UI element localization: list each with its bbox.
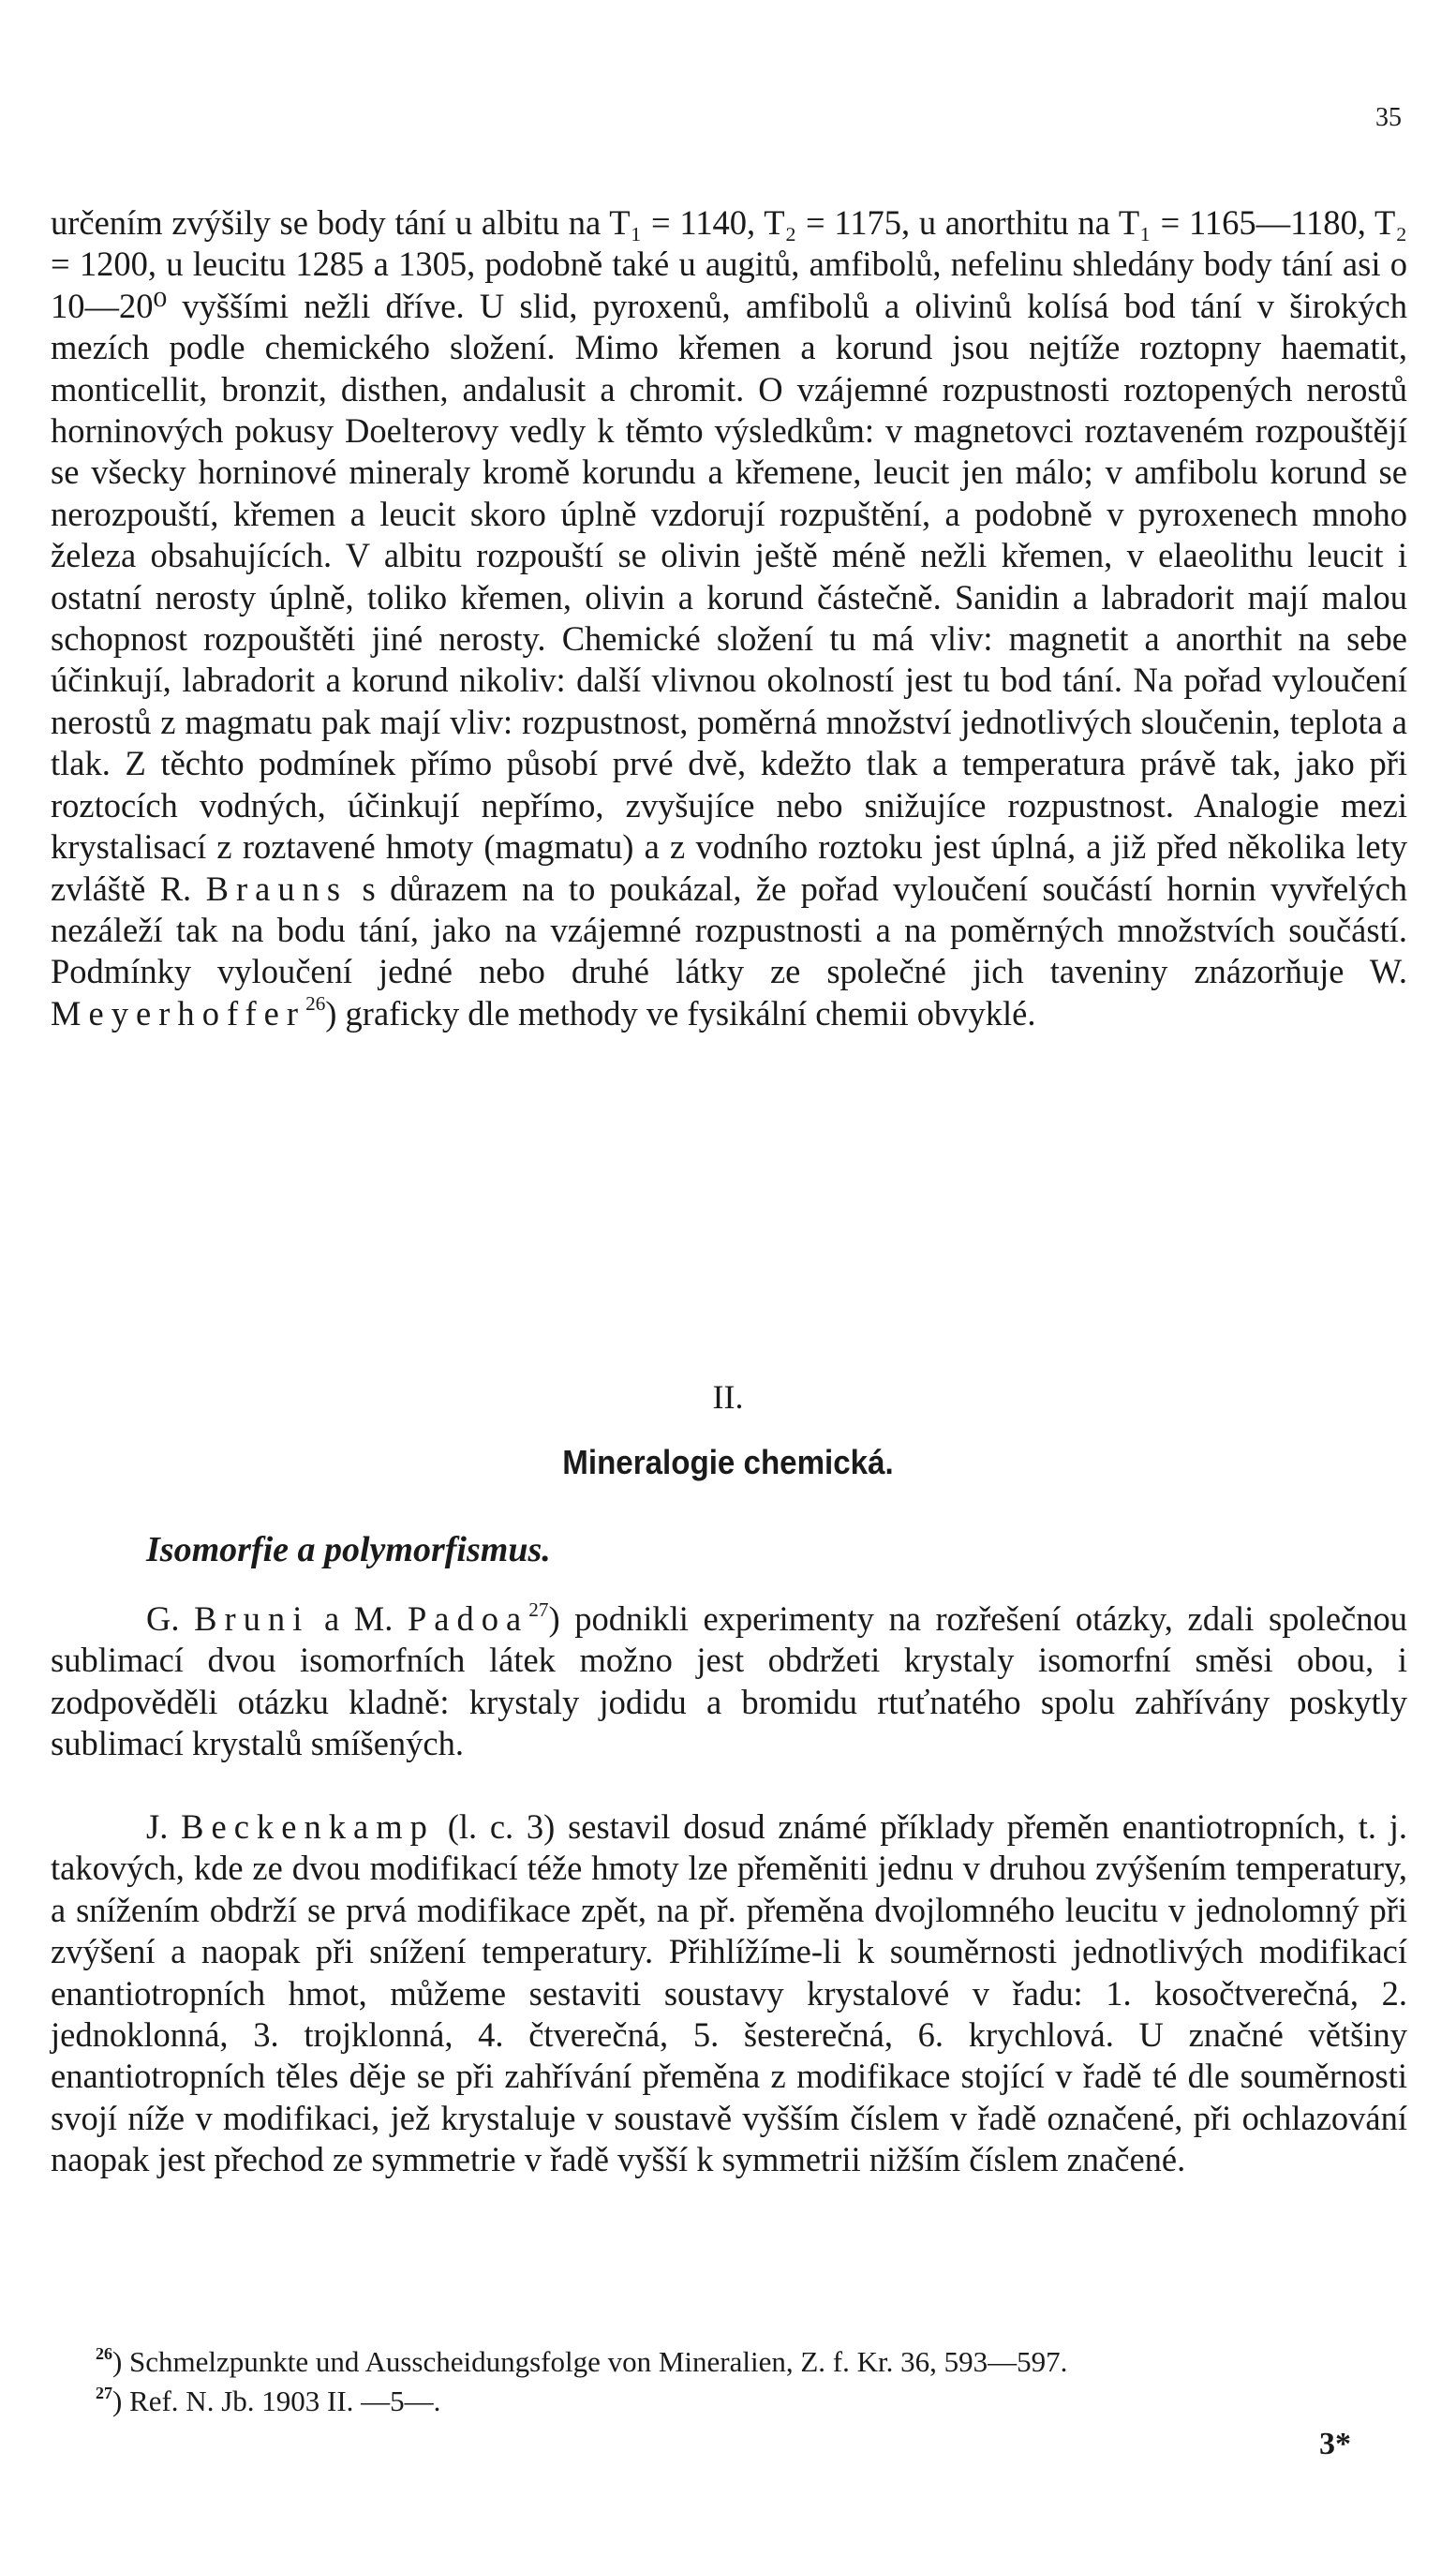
page-number: 35 xyxy=(1375,103,1402,132)
footnote-ref-27[interactable]: 27 xyxy=(528,1598,549,1621)
author-meyerhoffer: Meyerhoffer xyxy=(51,993,306,1033)
footnote-ref-26[interactable]: 26 xyxy=(305,992,326,1016)
author-brauns: Brauns xyxy=(205,869,349,908)
footnote-mark-26: 26 xyxy=(96,2343,112,2363)
author-bruni: Bruni xyxy=(194,1599,310,1638)
footnote-27 xyxy=(96,2382,1417,2421)
footnote-26 xyxy=(96,2342,1417,2382)
signature-mark: 3* xyxy=(1319,2427,1351,2461)
author-beckenkamp: Beckenkamp xyxy=(181,1807,435,1846)
paragraph-beckenkamp xyxy=(51,1806,1407,2181)
section-title: Mineralogie chemická. xyxy=(562,1443,894,1481)
paragraph-bruni-padoa xyxy=(51,1598,1407,1765)
section-number: II. xyxy=(712,1378,744,1416)
footnote-text-26: ) Schmelzpunkte und Ausscheidungsfolge von Mineralien, Z. f. Kr. 36, 593—597. xyxy=(111,2345,1068,2378)
footnotes xyxy=(96,2342,1417,2421)
footnote-text-27: ) Ref. N. Jb. 1903 II. —5—. xyxy=(111,2385,441,2417)
footnote-mark-27: 27 xyxy=(96,2383,112,2402)
paragraph3-text: (l. c. 3) sestavil dosud známé příklady přeměn enantiotropních, t. j. takových, kde ze dvou modifikací téže hmoty lze přeměniti jednu v druhou zvýšením temperatury, a snížením obdrží se prvá modifikace zpět, na př. přeměna dvojlomného leucitu v jednolomný při zvýšení a naopak při snížení temperatury. Přihlížíme-li k souměrnosti jednotlivých modifikací enantiotropních hmot, můžeme sestaviti soustavy krystalové v řadu: 1. kosočtverečná, 2. jednoklonná, 3. trojklonná, 4. čtverečná, 5. šesterečná, 6. krychlová. U značné většiny enantiotropních těles děje se při zahřívání přeměna z modifikace stojící v řadě té dle souměrnosti svojí níže v modifikaci, jež krystaluje v soustavě vyšším číslem v řadě označené, při ochlazování naopak jest přechod ze symmetrie v řadě vyšší k symmetrii nižším číslem značené. xyxy=(51,1807,1408,2179)
paragraph1-text-c: ) graficky dle methody ve fysikální chemii obvyklé. xyxy=(325,993,1036,1033)
paragraph2-prefix: G. xyxy=(146,1599,180,1638)
paragraph1-text-a: určením zvýšily se body tání u albitu na T₁ = 1140, T₂ = 1175, u anorthitu na T₁ = 1165—1180, T₂ = 1200, u leucitu 1285 a 1305, podobně také u augitů, amfibolů, nefelinu shledány body tání asi o 10—20⁰ vyššími nežli dříve. U slid, pyroxenů, amfibolů a olivinů kolísá bod tání v širokých mezích podle chemického složení. Mimo křemen a korund jsou nejtíže roztopny haematit, monticellit, bronzit, disthen, andalusit a chromit. O vzájemné rozpustnosti roztopených nerostů horninových pokusy Doelterovy vedly k těmto výsledkům: v magnetovci roztaveném rozpouštějí se všecky horninové mineraly kromě korundu a křemene, leucit jen málo; v amfibolu korund se nerozpouští, křemen a leucit skoro úplně vzdorují rozpuštění, a podobně v pyroxenech mnoho železa obsahujících. V albitu rozpouští se olivin ještě méně nežli křemen, v elaeolithu leucit i ostatní nerosty úplně, toliko křemen, olivin a korund částečně. Sanidin a labradorit mají malou schopnost rozpouštěti jiné nerosty. Chemické složení tu má vliv: magnetit a anorthit na sebe účinkují, labradorit a korund nikoliv: další vlivnou okolností jest tu bod tání. Na pořad vyloučení nerostů z magmatu pak mají vliv: rozpustnost, poměrná množství jednotlivých sloučenin, teplota a tlak. Z těchto podmínek přímo působí prvé dvě, kdežto tlak a temperatura právě tak, jako při roztocích vodných, účinkují nepřímo, zvyšujíce nebo snižujíce rozpustnost. Analogie mezi krystalisací z roztavené hmoty (magmatu) a z vodního roztoku jest úplná, a již před několika lety zvláště R. xyxy=(51,203,1407,908)
paragraph2-conj: a M. xyxy=(323,1599,394,1638)
paragraph-melting-points xyxy=(51,202,1407,1034)
paragraph2-text: ) podnikli experimenty na rozřešení otázky, zdali společnou sublimací dvou isomorfních látek možno jest obdržeti krystaly isomorfní směsi obou, i zodpověděli otázku kladně: krystaly jodidu a bromidu rtuťnatého spolu zahřívány poskytly sublimací krystalů smíšených. xyxy=(51,1599,1408,1763)
paragraph3-prefix: J. xyxy=(146,1807,169,1846)
subsection-title: Isomorfie a polymorfismus. xyxy=(146,1530,551,1569)
author-padoa: Padoa xyxy=(407,1599,529,1638)
paragraph1-text-b: s důrazem na to poukázal, že pořad vyloučení součástí hornin vyvřelých nezáleží tak na bodu tání, jako na vzájemné rozpustnosti a na poměrných množstvích součástí. Podmínky vyloučení jedné nebo druhé látky ze společné jich taveniny znázorňuje W. xyxy=(51,869,1408,991)
